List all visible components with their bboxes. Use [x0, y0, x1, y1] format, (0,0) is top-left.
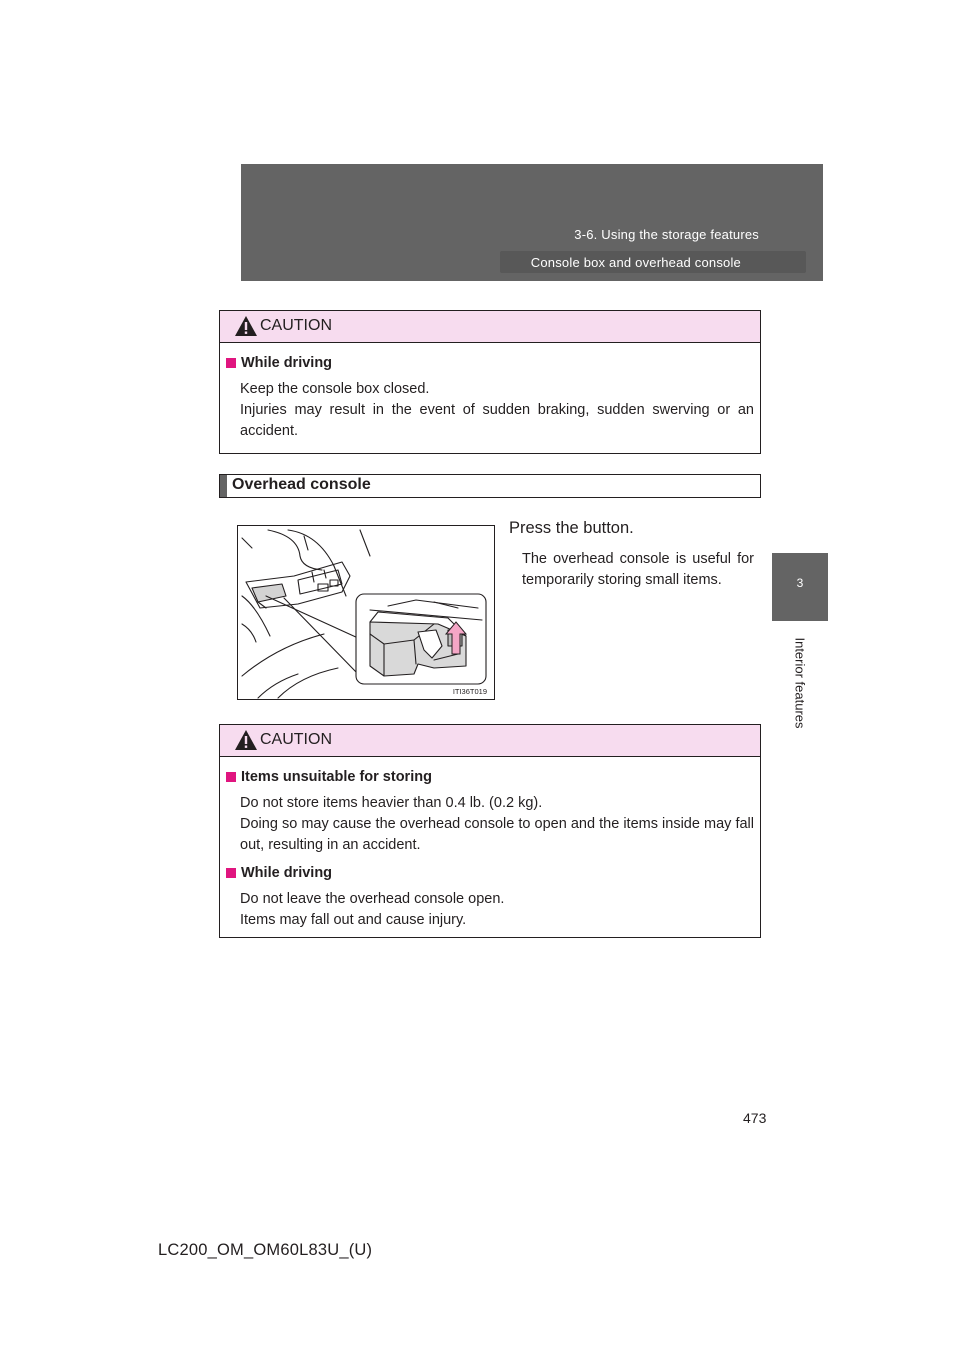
chapter-tab — [772, 553, 828, 621]
caution-item-text — [222, 793, 754, 856]
caution-line: Injuries may result in the event of sudden braking, sudden swerving or an accident. — [240, 402, 754, 439]
document-code: LC200_OM_OM60L83U_(U) — [158, 1241, 373, 1259]
subsection-label: Console box and overhead console — [530, 255, 741, 270]
caution-header — [220, 725, 760, 757]
caution-title: CAUTION — [260, 731, 332, 748]
header-band — [241, 164, 823, 281]
caution-body — [220, 757, 760, 931]
step-heading: Press the button. — [509, 519, 634, 537]
chapter-label: Interior features — [792, 637, 808, 729]
caution-line: Keep the console box closed. — [240, 381, 430, 397]
chapter-number: 3 — [796, 576, 804, 590]
caution-body — [220, 343, 760, 442]
caution-item-text — [222, 379, 754, 442]
caution-line: Do not leave the overhead console open. — [240, 891, 505, 907]
caution-box-console — [219, 310, 761, 454]
caution-item-heading: Items unsuitable for storing — [222, 767, 754, 788]
caution-item-heading: While driving — [222, 353, 754, 374]
caution-item-heading: While driving — [222, 863, 754, 884]
caution-title: CAUTION — [260, 317, 332, 334]
caution-line: Do not store items heavier than 0.4 lb. (0.2 kg). — [240, 795, 543, 811]
overhead-console-drawing — [238, 526, 494, 699]
page-number: 473 — [743, 1110, 767, 1126]
section-bar-accent — [220, 475, 227, 497]
square-bullet-icon — [226, 358, 236, 368]
caution-header — [220, 311, 760, 343]
warning-icon — [234, 315, 258, 337]
caution-box-overhead — [219, 724, 761, 938]
section-label: 3-6. Using the storage features — [574, 227, 759, 242]
caution-line: Items may fall out and cause injury. — [240, 912, 467, 928]
caution-line: Doing so may cause the overhead console to open and the items inside may fall out, resulting in an accident. — [240, 816, 754, 853]
overhead-console-illustration — [237, 525, 495, 700]
section-heading-bar — [219, 474, 761, 498]
square-bullet-icon — [226, 772, 236, 782]
warning-icon — [234, 729, 258, 751]
step-description: The overhead console is useful for temporarily storing small items. — [522, 551, 754, 588]
figure-code: ITI36T019 — [452, 687, 487, 696]
square-bullet-icon — [226, 868, 236, 878]
caution-item-text — [222, 889, 754, 931]
section-title: Overhead console — [232, 476, 371, 493]
